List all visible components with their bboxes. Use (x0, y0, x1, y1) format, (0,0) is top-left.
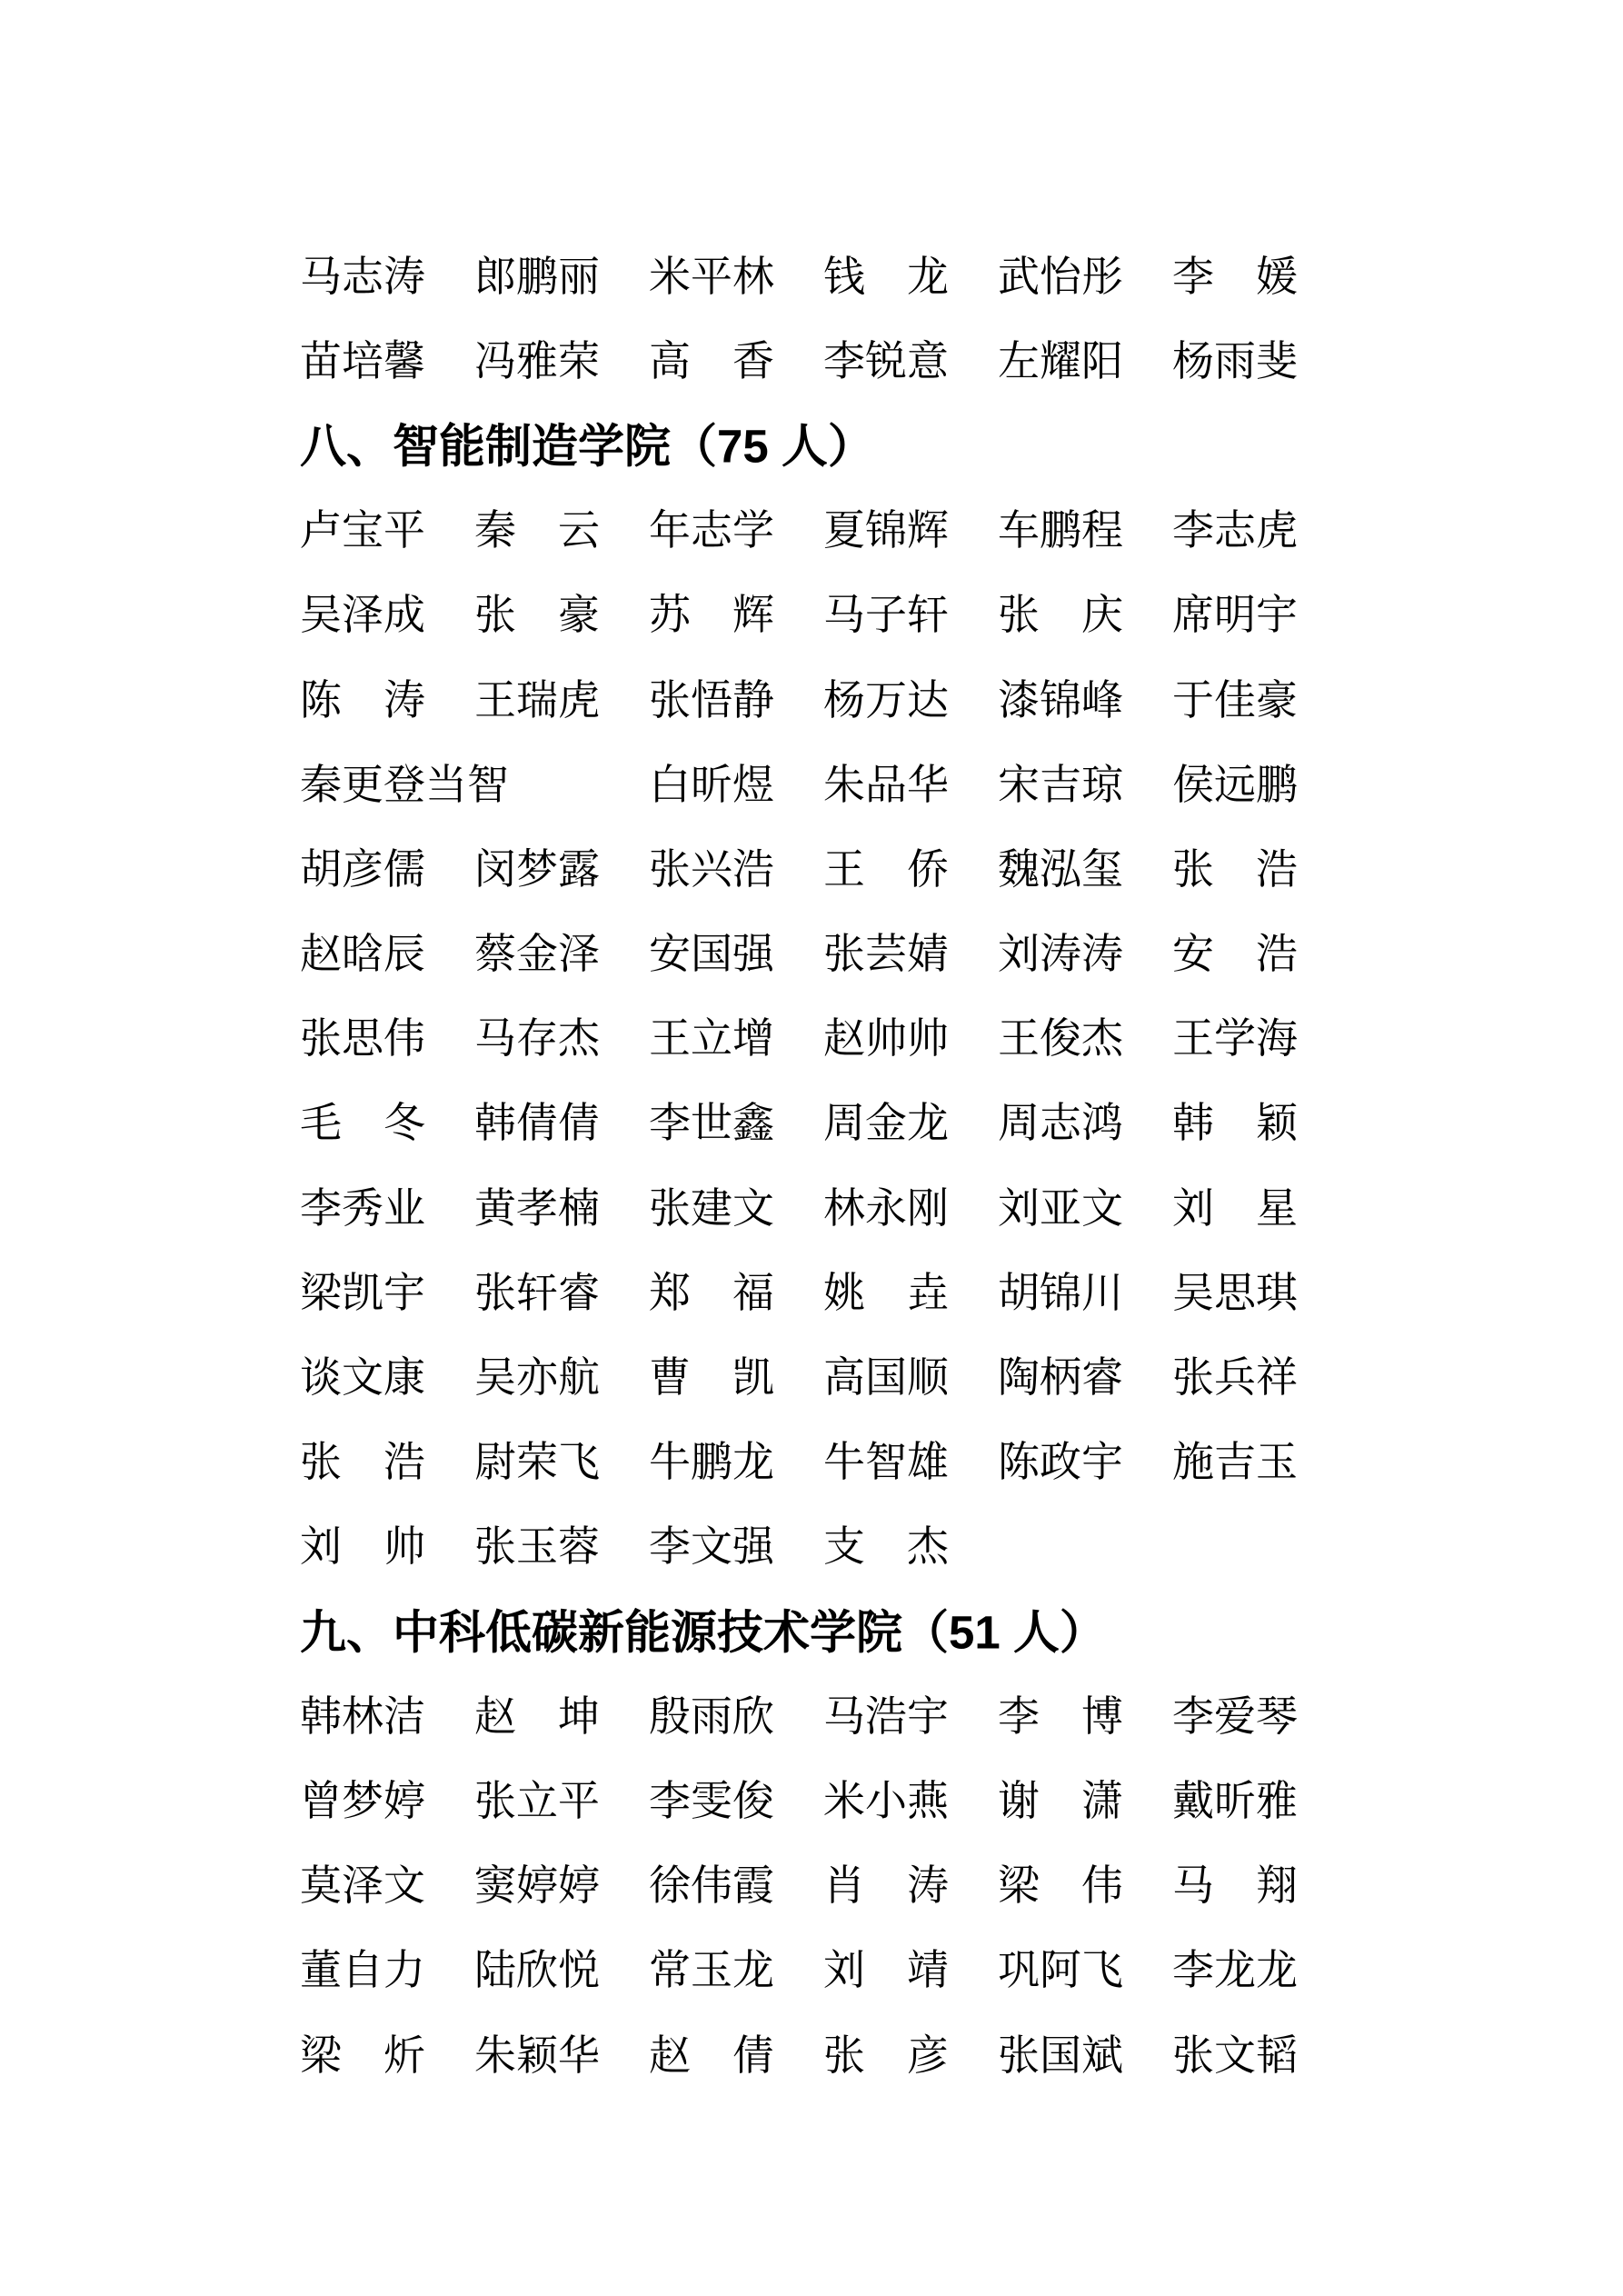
student-name: 安 浩 (1172, 931, 1298, 978)
student-name: 高国顺 (823, 1354, 949, 1402)
student-name: 吴思琪 (1172, 1269, 1298, 1316)
student-name: 施吉玉 (1172, 1439, 1298, 1486)
student-name: 尉荣飞 (474, 1439, 600, 1486)
name-row (300, 1674, 1354, 1759)
student-name: 韩 颖 (1172, 1100, 1298, 1147)
student-name: 钱 龙 (823, 253, 949, 300)
student-name: 胡锦川 (998, 1269, 1123, 1316)
student-name: 李世鑫 (649, 1100, 774, 1147)
student-name: 肖 涛 (823, 1862, 949, 1910)
student-name: 刘 靖 (823, 1947, 949, 1994)
student-name: 马存杰 (474, 1015, 600, 1063)
student-name: 秦更登当智 (300, 761, 509, 808)
student-name: 殷雨欣 (649, 1692, 774, 1740)
student-name: 戴昕雅 (1172, 1777, 1298, 1824)
name-row (300, 1505, 1354, 1590)
student-name: 林永刚 (823, 1184, 949, 1232)
student-name: 李志虎 (1172, 507, 1298, 554)
student-name: 徐伟霞 (649, 1862, 774, 1910)
student-name: 郑 福 (649, 1269, 774, 1316)
student-name: 张轩睿 (474, 1269, 600, 1316)
student-name: 王俊杰 (998, 1015, 1123, 1063)
student-name: 闵梦露 (474, 845, 600, 893)
student-name: 赵 坤 (474, 1692, 600, 1740)
student-name: 车鹏程 (998, 507, 1123, 554)
student-name: 赵晗辰 (300, 931, 425, 978)
student-name: 窦婷婷 (474, 1862, 600, 1910)
student-name: 苏 辉 (649, 592, 774, 639)
student-name: 张悟静 (649, 676, 774, 724)
name-row (300, 913, 1354, 997)
student-name: 梁 伟 (998, 1862, 1123, 1910)
student-name: 王学海 (1172, 1015, 1298, 1063)
student-name: 左耀阳 (998, 337, 1123, 384)
name-row (300, 1421, 1354, 1505)
student-name: 吴泽成 (300, 592, 425, 639)
student-name: 刘亚文 (998, 1184, 1123, 1232)
student-name: 李雯俊 (649, 1777, 774, 1824)
student-name: 张思伟 (300, 1015, 425, 1063)
student-name: 赵 倩 (649, 2031, 774, 2079)
student-name: 李秀业 (300, 1184, 425, 1232)
student-name: 周志鸿 (998, 1100, 1123, 1147)
name-row (300, 658, 1354, 743)
student-name: 朱颖华 (474, 2031, 600, 2079)
student-name: 张玉蓉 (474, 1523, 600, 1571)
name-row (300, 1335, 1354, 1420)
student-name: 陈政宇 (998, 1439, 1123, 1486)
student-name: 朱品华 (823, 761, 949, 808)
student-name: 刘 帅 (300, 1523, 425, 1571)
student-name: 米平林 (649, 253, 774, 300)
student-name: 马 翔 (1172, 1862, 1298, 1910)
student-name: 姚 垚 (823, 1269, 949, 1316)
student-name: 谈文康 (300, 1354, 425, 1402)
student-name: 韩林洁 (300, 1692, 425, 1740)
student-name: 莫泽文 (300, 1862, 425, 1910)
name-row (300, 1251, 1354, 1335)
student-name: 秦 云 (474, 507, 600, 554)
student-name: 李文强 (649, 1523, 774, 1571)
student-name: 吴亦航 (474, 1354, 600, 1402)
student-name: 于佳豪 (1172, 676, 1298, 724)
student-name: 张兵祥 (1172, 1354, 1298, 1402)
student-name: 黄孝楠 (474, 1184, 600, 1232)
name-row (300, 1844, 1354, 1929)
heading-row (300, 404, 1354, 488)
student-name: 苗培馨 (300, 337, 425, 384)
name-row (300, 1082, 1354, 1166)
student-name: 张 庆 (998, 592, 1123, 639)
student-name: 张 浩 (1172, 845, 1298, 893)
student-name: 谢 潇 (998, 1777, 1123, 1824)
student-name: 郎鹏丽 (474, 253, 600, 300)
student-name: 张芸婧 (823, 931, 949, 978)
name-row (300, 2013, 1354, 2098)
student-name: 陈 涛 (300, 676, 425, 724)
student-name: 张 浩 (300, 1439, 425, 1486)
section-heading: 九、中科低碳新能源技术学院（51 人） (300, 1606, 1106, 1659)
student-name: 冯雅荣 (474, 337, 600, 384)
student-name: 王立增 (649, 1015, 774, 1063)
student-name: 刘涛涛 (998, 931, 1123, 978)
student-name: 白昕煜 (649, 761, 774, 808)
student-name: 马浩宇 (823, 1692, 949, 1740)
student-name: 安国强 (649, 931, 774, 978)
student-name: 王瑞虎 (474, 676, 600, 724)
student-name: 赵帅帅 (823, 1015, 949, 1063)
student-name: 夏锦辉 (823, 507, 949, 554)
student-name: 李龙龙 (1172, 1947, 1298, 1994)
student-name: 胡彦儒 (300, 845, 425, 893)
student-name: 卢宝平 (300, 507, 425, 554)
student-name: 牛鹏龙 (649, 1439, 774, 1486)
student-name: 武怡彤 (998, 253, 1123, 300)
student-name: 张 彦 (823, 2031, 949, 2079)
name-row (300, 1759, 1354, 1843)
student-name: 张国斌 (998, 2031, 1123, 2079)
student-name: 陶柄睿 (998, 1354, 1123, 1402)
student-name: 陆欣悦 (474, 1947, 600, 1994)
student-name: 漆锦峰 (998, 676, 1123, 724)
student-name: 米小燕 (823, 1777, 949, 1824)
student-name: 董自力 (300, 1947, 425, 1994)
name-row (300, 1166, 1354, 1251)
student-name: 宋吉琼 (998, 761, 1123, 808)
student-name: 张建文 (649, 1184, 774, 1232)
student-name: 刘 星 (1172, 1184, 1298, 1232)
student-name: 杨雨斐 (1172, 337, 1298, 384)
student-name: 马子轩 (823, 592, 949, 639)
student-name: 李爱琴 (1172, 1692, 1298, 1740)
name-row (300, 574, 1354, 658)
name-row (300, 997, 1354, 1082)
student-name: 梁 炘 (300, 2031, 425, 2079)
student-name: 王 侨 (823, 845, 949, 893)
student-name: 支 杰 (823, 1523, 949, 1571)
student-name: 年志学 (649, 507, 774, 554)
name-row (300, 319, 1354, 404)
student-name: 李 博 (998, 1692, 1123, 1740)
student-name: 李锐意 (823, 337, 949, 384)
student-name: 韩倩倩 (474, 1100, 600, 1147)
name-row (300, 743, 1354, 827)
student-name: 马志涛 (300, 253, 425, 300)
name-row (300, 1929, 1354, 2013)
student-name: 梁凯宇 (300, 1269, 425, 1316)
student-name: 毛 冬 (300, 1100, 425, 1147)
section-heading: 八、智能制造学院（75 人） (300, 420, 874, 473)
name-row (300, 489, 1354, 574)
student-name: 巩阿飞 (998, 1947, 1123, 1994)
student-name: 杨万达 (823, 676, 949, 724)
student-name: 常玉龙 (649, 1947, 774, 1994)
student-name: 魏泓玺 (998, 845, 1123, 893)
student-name: 周金龙 (823, 1100, 949, 1147)
student-name: 曹 凯 (649, 1354, 774, 1402)
student-name: 李 媛 (1172, 253, 1298, 300)
student-name: 张 豪 (474, 592, 600, 639)
student-name: 侯远鹏 (1172, 761, 1298, 808)
student-name: 牛智雄 (823, 1439, 949, 1486)
student-name: 蔡金泽 (474, 931, 600, 978)
student-name: 席明宇 (1172, 592, 1298, 639)
student-name: 曾梦婷 (300, 1777, 425, 1824)
student-name: 张兴浩 (649, 845, 774, 893)
roster-content (300, 235, 1354, 2098)
student-name: 张文韬 (1172, 2031, 1298, 2079)
heading-row (300, 1590, 1354, 1674)
name-row (300, 827, 1354, 912)
student-name: 张立平 (474, 1777, 600, 1824)
student-name: 高 香 (649, 337, 774, 384)
name-row (300, 235, 1354, 319)
